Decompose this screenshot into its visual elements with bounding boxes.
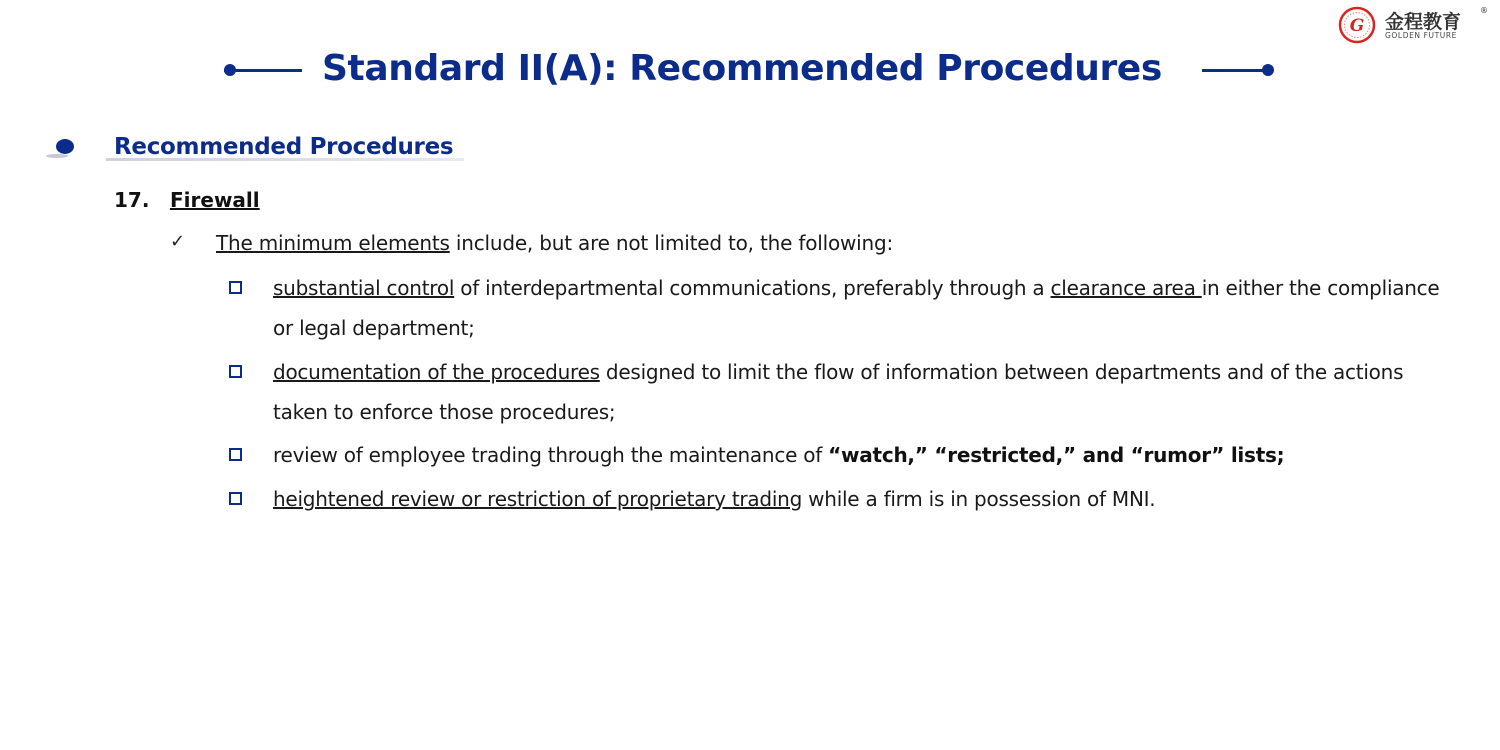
title-row <box>0 44 1500 98</box>
bullet-2-underlined-term: documentation of the procedures <box>273 360 600 384</box>
page-title: Standard II(A): Recommended Procedures <box>322 48 1162 89</box>
item-title: Firewall <box>170 188 260 212</box>
bullet-item-3 <box>273 435 1453 475</box>
check-line <box>216 231 893 255</box>
logo-registered-mark: ® <box>1480 6 1488 15</box>
item-number: 17. <box>114 188 150 212</box>
square-bullet-icon <box>229 492 242 505</box>
bullet-3-bold-lists: “watch,” “restricted,” and “rumor” lists; <box>828 443 1285 467</box>
bullet-item-4 <box>273 479 1453 519</box>
bullet-4-text: while a firm is in possession of MNI. <box>802 487 1156 511</box>
section-dot-shadow <box>46 154 68 158</box>
check-line-underlined: The minimum elements <box>216 231 450 255</box>
bullet-1-underlined-term-2: clearance area <box>1050 276 1202 300</box>
logo-english-name: GOLDEN FUTURE <box>1385 31 1458 40</box>
bullet-item-1 <box>273 268 1453 348</box>
square-bullet-icon <box>229 281 242 294</box>
title-decor-dot-left-icon <box>224 64 236 76</box>
logo-mark-icon <box>1338 6 1376 44</box>
square-bullet-icon <box>229 448 242 461</box>
bullet-1-text: of interdepartmental communications, preferably through a <box>454 276 1051 300</box>
bullet-3-text: review of employee trading through the maintenance of <box>273 443 829 467</box>
bullet-1-text-2: in either the compliance or legal department; <box>273 276 1440 340</box>
logo-chinese-name: 金程教育 <box>1385 11 1462 33</box>
check-icon: ✓ <box>170 231 186 252</box>
title-decor-dot-right-icon <box>1262 64 1274 76</box>
golden-future-logo <box>1338 6 1486 44</box>
section-heading: Recommended Procedures <box>114 134 454 160</box>
square-bullet-icon <box>229 365 242 378</box>
logo-mark-letter: G <box>1349 16 1365 36</box>
bullet-item-2 <box>273 352 1453 432</box>
bullet-2-text: designed to limit the flow of information between departments and of the actions taken to enforce those procedures; <box>273 360 1404 424</box>
check-line-rest: include, but are not limited to, the following: <box>449 231 894 255</box>
bullet-1-underlined-term: substantial control <box>273 276 455 300</box>
bullet-4-underlined-term: heightened review or restriction of proprietary trading <box>273 487 803 511</box>
section-bullet-dot-icon <box>56 139 74 154</box>
